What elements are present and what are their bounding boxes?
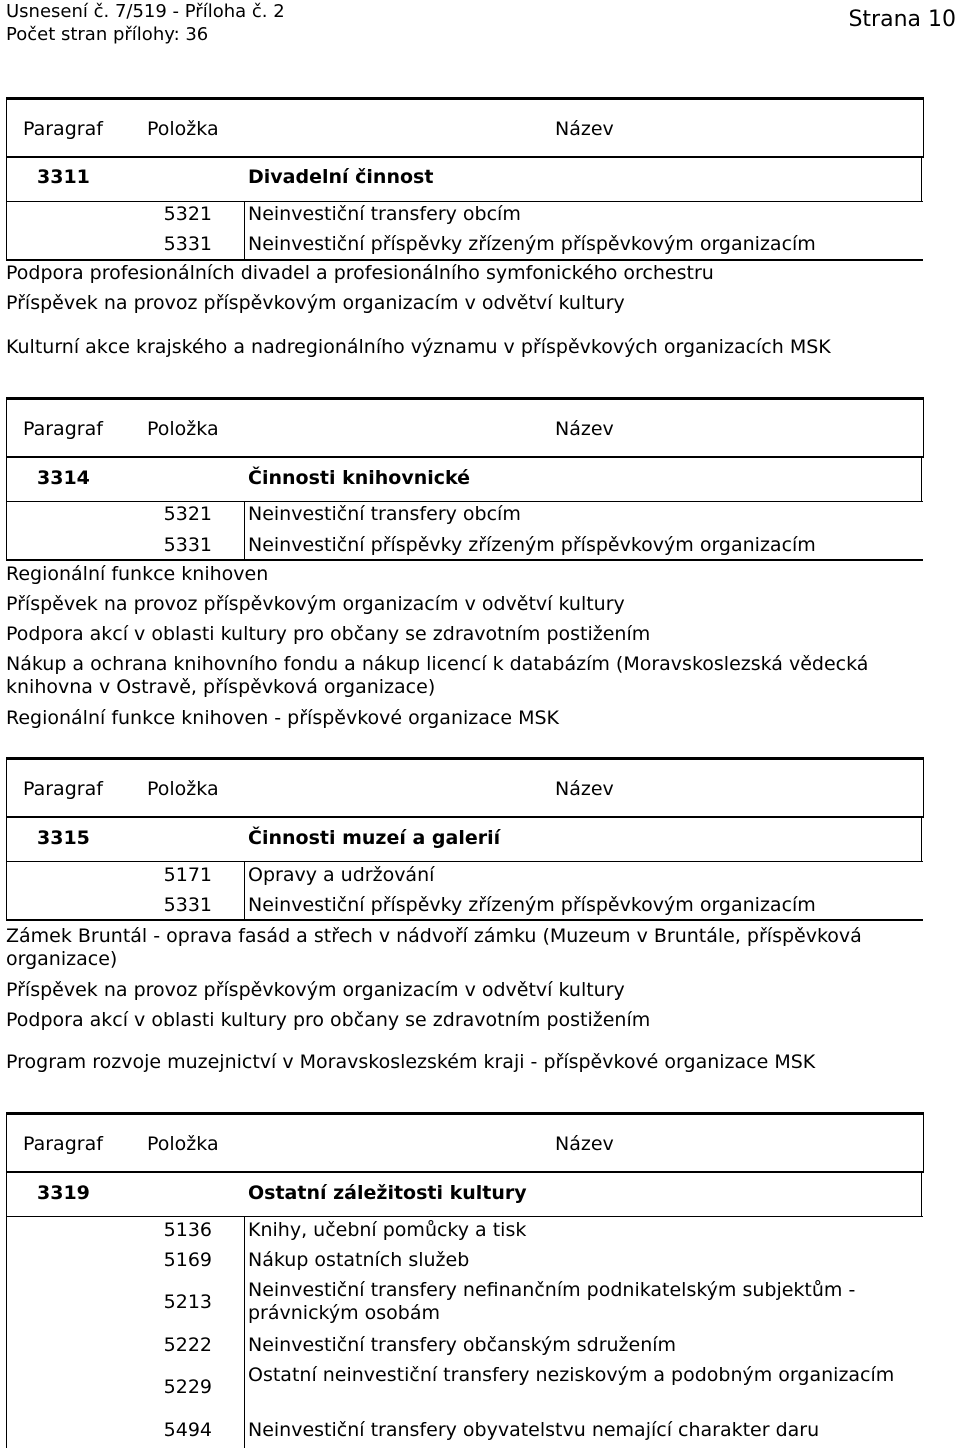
item-code: 5331 (163, 233, 212, 255)
item-name: Neinvestiční příspěvky zřízeným příspěvkovým organizacím (248, 894, 816, 916)
table-header (6, 757, 924, 818)
section-title: Divadelní činnost (248, 166, 434, 188)
item-code: 5321 (163, 203, 212, 225)
item-code: 5331 (163, 534, 212, 556)
column-paragraf: Paragraf (23, 1133, 103, 1155)
column-nazev: Název (555, 418, 614, 440)
document-header (6, 0, 285, 46)
note: Kulturní akce krajského a nadregionálního významu v příspěvkových organizacích MSK (6, 336, 831, 358)
item-name: Nákup ostatních služeb (248, 1249, 470, 1271)
item-name: Neinvestiční transfery nefinančním podnikatelským subjektům - právnickým osobám (248, 1279, 856, 1324)
column-polozka: Položka (147, 118, 219, 140)
column-paragraf: Paragraf (23, 778, 103, 800)
note: Příspěvek na provoz příspěvkovým organizacím v odvětví kultury (6, 292, 625, 314)
item-name: Neinvestiční transfery obcím (248, 503, 521, 525)
note: Zámek Bruntál - oprava fasád a střech v nádvoří zámku (Muzeum v Bruntále, příspěvková organizace) (6, 925, 862, 970)
note: Příspěvek na provoz příspěvkovým organizacím v odvětví kultury (6, 979, 625, 1001)
resolution-reference: Usnesení č. 7/519 - Příloha č. 2 (6, 1, 285, 22)
item-name: Neinvestiční transfery obcím (248, 203, 521, 225)
item-code: 5321 (163, 503, 212, 525)
paragraf-code: 3311 (37, 166, 90, 188)
note: Regionální funkce knihoven (6, 563, 269, 585)
section-title: Ostatní záležitosti kultury (248, 1182, 527, 1204)
table-header (6, 397, 924, 458)
item-code: 5229 (163, 1376, 212, 1398)
item-code: 5494 (163, 1419, 212, 1441)
column-paragraf: Paragraf (23, 418, 103, 440)
paragraf-code: 3319 (37, 1182, 90, 1204)
item-name: Ostatní neinvestiční transfery neziskovým a podobným organizacím (248, 1364, 895, 1386)
item-code: 5331 (163, 894, 212, 916)
item-code: 5169 (163, 1249, 212, 1271)
item-name: Neinvestiční příspěvky zřízeným příspěvkovým organizacím (248, 534, 816, 556)
table-header (6, 1112, 924, 1173)
item-name: Neinvestiční příspěvky zřízeným příspěvkovým organizacím (248, 233, 816, 255)
note: Program rozvoje muzejnictví v Moravskoslezském kraji - příspěvkové organizace MSK (6, 1051, 816, 1073)
paragraf-code: 3315 (37, 827, 90, 849)
note: Podpora akcí v oblasti kultury pro občany se zdravotním postižením (6, 623, 651, 645)
column-nazev: Název (555, 778, 614, 800)
item-name: Neinvestiční transfery obyvatelstvu nemající charakter daru (248, 1419, 820, 1441)
item-name: Opravy a udržování (248, 864, 435, 886)
item-code: 5136 (163, 1219, 212, 1241)
section-title: Činnosti knihovnické (248, 467, 471, 489)
column-polozka: Položka (147, 1133, 219, 1155)
column-paragraf: Paragraf (23, 118, 103, 140)
note: Příspěvek na provoz příspěvkovým organizacím v odvětví kultury (6, 593, 625, 615)
note: Nákup a ochrana knihovního fondu a nákup licencí k databázím (Moravskoslezská vědecká knihovna v Ostravě, příspěvková organizace) (6, 653, 869, 698)
paragraf-code: 3314 (37, 467, 90, 489)
note: Podpora akcí v oblasti kultury pro občany se zdravotním postižením (6, 1009, 651, 1031)
column-nazev: Název (555, 1133, 614, 1155)
column-polozka: Položka (147, 418, 219, 440)
section-title: Činnosti muzeí a galerií (248, 827, 501, 849)
annex-page-count: Počet stran přílohy: 36 (6, 24, 209, 45)
item-code: 5213 (163, 1291, 212, 1313)
item-code: 5171 (163, 864, 212, 886)
item-name: Knihy, učební pomůcky a tisk (248, 1219, 527, 1241)
note: Regionální funkce knihoven - příspěvkové organizace MSK (6, 707, 559, 729)
item-code: 5222 (163, 1334, 212, 1356)
column-polozka: Položka (147, 778, 219, 800)
page-number: Strana 10 (848, 7, 956, 32)
table-header (6, 97, 924, 158)
column-nazev: Název (555, 118, 614, 140)
note: Podpora profesionálních divadel a profesionálního symfonického orchestru (6, 262, 714, 284)
item-name: Neinvestiční transfery občanským sdružením (248, 1334, 677, 1356)
